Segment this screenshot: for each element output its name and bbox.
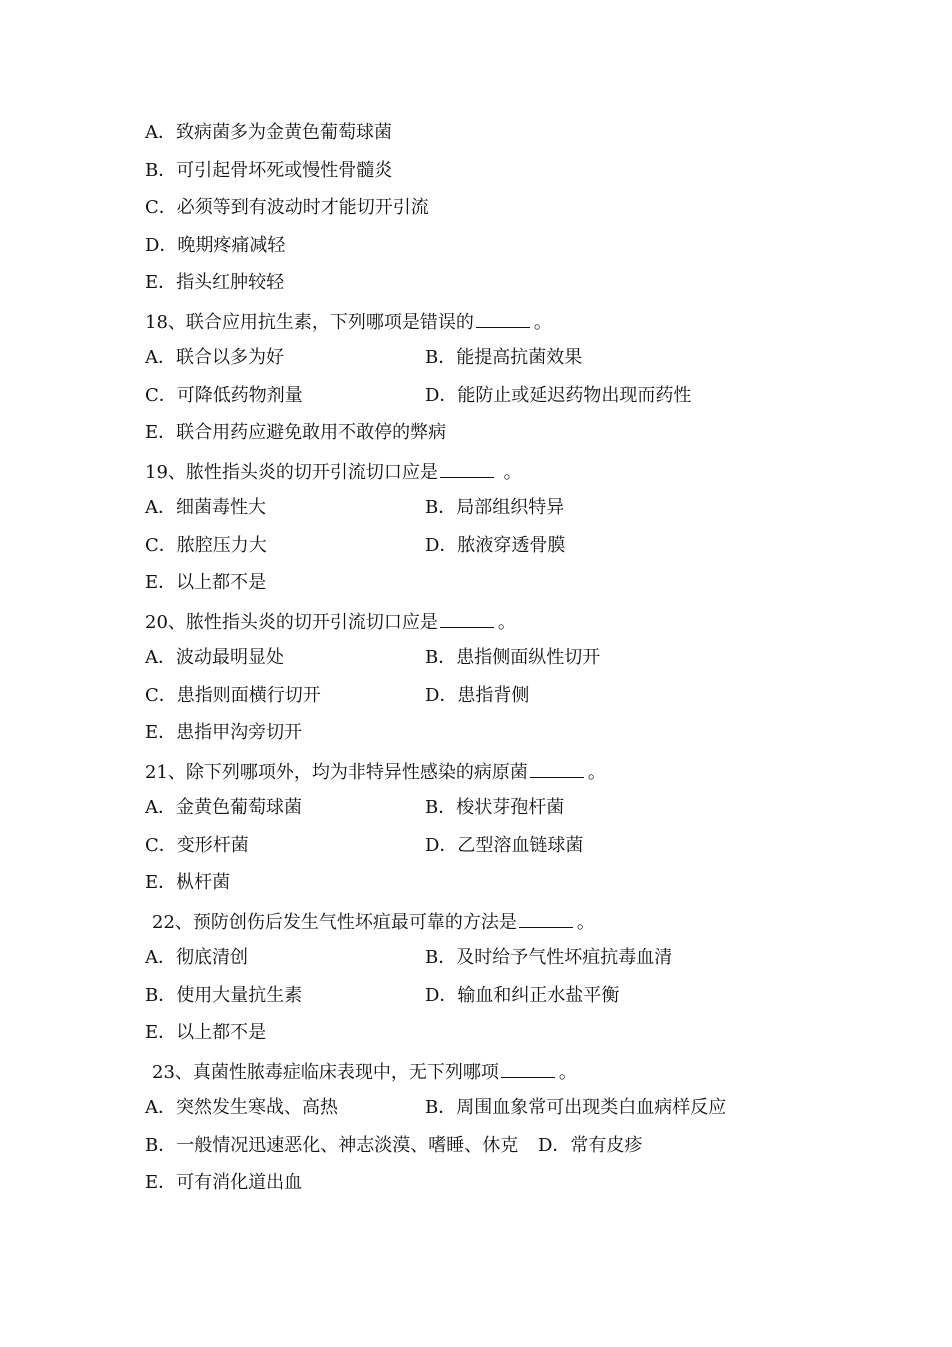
q22-option-a: A．彻底清创 [145, 947, 248, 968]
q20-option-a: A．波动最明显处 [145, 647, 284, 668]
q19-option-b: B．局部组织特异 [425, 497, 565, 518]
q22-answer-blank [519, 909, 573, 928]
q21-option-a: A．金黄色葡萄球菌 [145, 797, 302, 818]
q20-row-cd [145, 684, 530, 708]
q19-stem [145, 459, 522, 483]
q19-stem-end: 。 [497, 462, 522, 483]
q21-stem-end: 。 [587, 762, 606, 783]
q22-option-d: D．输血和纠正水盐平衡 [425, 985, 620, 1006]
q18-option-b: B．能提高抗菌效果 [425, 347, 583, 368]
q22-option-b: B．及时给予气性坏疽抗毒血清 [425, 947, 673, 968]
q23-stem-text: 23、真菌性脓毒症临床表现中，无下列哪项 [152, 1062, 499, 1083]
q21-answer-blank [530, 759, 584, 778]
q20-option-e: E．患指甲沟旁切开 [145, 722, 303, 743]
q21-row-cd [145, 834, 584, 858]
q19-option-a: A．细菌毒性大 [145, 497, 266, 518]
q23-option-c: B．一般情况迅速恶化、神志淡漠、嗜睡、休克 [145, 1135, 519, 1156]
q20-option-c: C．患指则面横行切开 [145, 685, 321, 706]
prev-option-a: A．致病菌多为金黄色葡萄球菌 [145, 122, 392, 143]
q22-row-cd [145, 984, 620, 1008]
q22-row-ab [145, 946, 673, 970]
q18-option-e: E．联合用药应避免敢用不敢停的弊病 [145, 422, 447, 443]
q19-row-cd [145, 534, 566, 558]
q18-stem-text: 18、联合应用抗生素，下列哪项是错误的 [145, 312, 474, 333]
q23-option-b: B．周围血象常可出现类白血病样反应 [425, 1097, 727, 1118]
q21-option-c: C．变形杆菌 [145, 835, 249, 856]
q19-stem-text: 19、脓性指头炎的切开引流切口应是 [145, 462, 438, 483]
q18-option-c: C．可降低药物剂量 [145, 385, 303, 406]
q18-answer-blank [476, 309, 530, 328]
q18-option-d: D．能防止或延迟药物出现而药性 [425, 385, 692, 406]
q23-row-cd [145, 1134, 642, 1158]
q23-option-e: E．可有消化道出血 [145, 1172, 303, 1193]
q21-option-e: E．枞杆菌 [145, 872, 231, 893]
q20-stem [145, 609, 516, 633]
q19-option-d: D．脓液穿透骨膜 [425, 535, 566, 556]
prev-option-c: C．必须等到有波动时才能切开引流 [145, 197, 429, 218]
q20-stem-text: 20、脓性指头炎的切开引流切口应是 [145, 612, 438, 633]
q20-stem-end: 。 [497, 612, 516, 633]
q19-option-c: C．脓腔压力大 [145, 535, 267, 556]
q23-stem [152, 1059, 577, 1083]
q22-option-e: E．以上都不是 [145, 1022, 267, 1043]
prev-option-b: B．可引起骨坏死或慢性骨髓炎 [145, 160, 393, 181]
q19-row-ab [145, 496, 565, 520]
prev-option-e: E．指头红肿较轻 [145, 272, 285, 293]
q22-stem-end: 。 [576, 912, 595, 933]
prev-option-d: D．晚期疼痛减轻 [145, 235, 286, 256]
q22-option-c: B．使用大量抗生素 [145, 985, 303, 1006]
q23-row-ab [145, 1096, 727, 1120]
q20-answer-blank [440, 609, 494, 628]
q20-option-b: B．患指侧面纵性切开 [425, 647, 601, 668]
q18-row-ab [145, 346, 583, 370]
q23-answer-blank [501, 1059, 555, 1078]
q21-option-d: D．乙型溶血链球菌 [425, 835, 584, 856]
q23-option-a: A．突然发生寒战、高热 [145, 1097, 338, 1118]
q21-row-ab [145, 796, 565, 820]
q22-stem-text: 22、预防创伤后发生气性坏疽最可靠的方法是 [152, 912, 517, 933]
q23-option-d: D．常有皮疹 [537, 1135, 643, 1156]
q22-stem [152, 909, 595, 933]
q18-stem-end: 。 [533, 312, 552, 333]
q18-stem [145, 309, 552, 333]
q23-stem-end: 。 [558, 1062, 577, 1083]
q18-option-a: A．联合以多为好 [145, 347, 284, 368]
q20-option-d: D．患指背侧 [425, 685, 530, 706]
q20-row-ab [145, 646, 601, 670]
q19-option-e: E．以上都不是 [145, 572, 267, 593]
q19-answer-blank [440, 459, 494, 478]
q21-stem-text: 21、除下列哪项外，均为非特异性感染的病原菌 [145, 762, 528, 783]
q21-stem [145, 759, 606, 783]
q21-option-b: B．梭状芽孢杆菌 [425, 797, 565, 818]
q18-row-cd [145, 384, 692, 408]
